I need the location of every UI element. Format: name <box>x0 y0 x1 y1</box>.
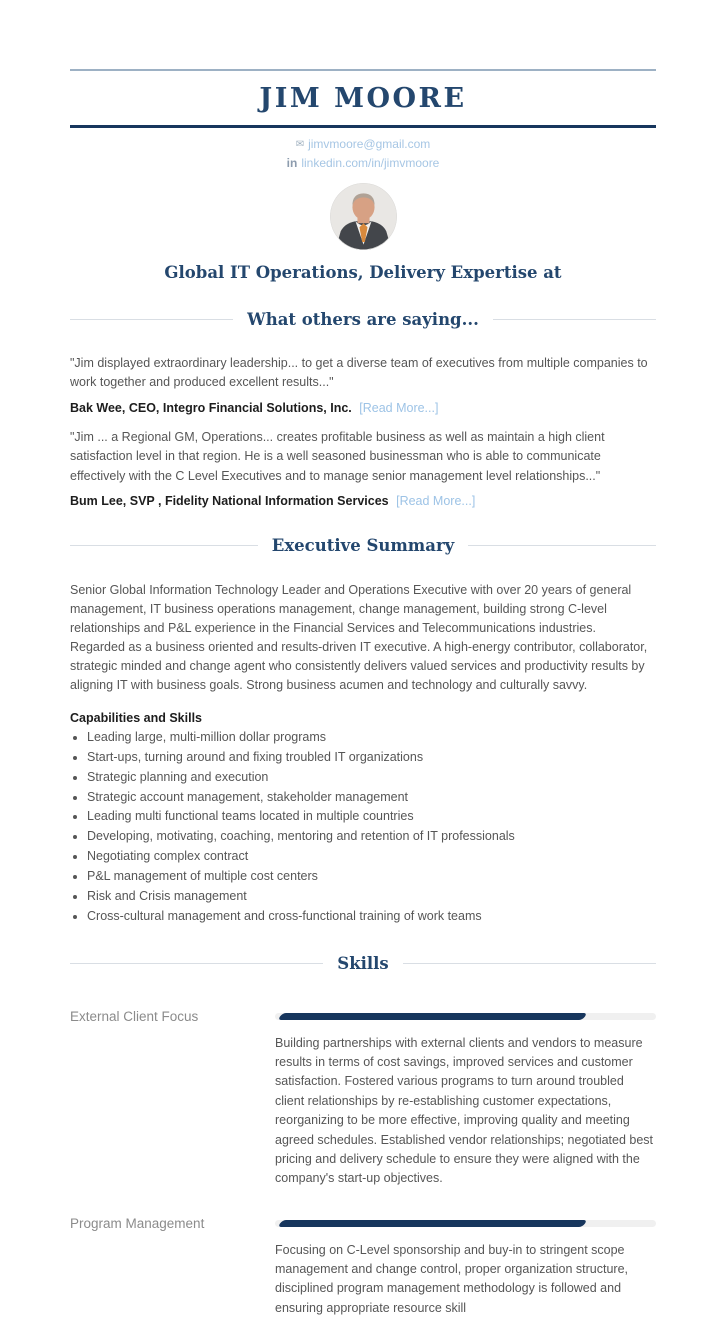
testimonials-section <box>70 354 656 508</box>
testimonial-attribution <box>70 401 656 415</box>
capability-item: • Leading multi functional teams located in multiple countries <box>87 808 656 826</box>
testimonial-attribution <box>70 494 656 508</box>
section-heading-executive-summary <box>70 536 656 555</box>
heading-rule-left <box>70 545 258 546</box>
attribution-text: Bak Wee, CEO, Integro Financial Solutions, Inc. <box>70 400 352 415</box>
capabilities-title: Capabilities and Skills <box>70 710 202 725</box>
capability-item: • Negotiating complex contract <box>87 848 656 866</box>
capability-item: • Leading large, multi-million dollar programs <box>87 729 656 747</box>
contact-block <box>70 135 656 173</box>
skill-content <box>275 1009 656 1189</box>
linkedin-link[interactable]: linkedin.com/in/jimvmoore <box>301 156 440 170</box>
skill-content <box>275 1216 656 1318</box>
contact-linkedin-row <box>70 154 656 173</box>
capability-item: • Start-ups, turning around and fixing troubled IT organizations <box>87 749 656 767</box>
heading-rule-left <box>70 963 323 964</box>
skill-level-fill <box>278 1220 588 1227</box>
section-heading-testimonials <box>70 310 656 329</box>
section-heading-skills <box>70 954 656 973</box>
heading-rule-right <box>403 963 656 964</box>
email-link[interactable]: jimvmoore@gmail.com <box>308 137 431 151</box>
avatar <box>330 183 397 250</box>
executive-summary-section <box>70 581 656 926</box>
contact-email-row <box>70 135 656 154</box>
executive-summary-title: Executive Summary <box>271 535 455 555</box>
heading-rule-right <box>468 545 656 546</box>
skill-description: Building partnerships with external clients and vendors to measure results in terms of cost savings, improved services and customer satisfaction. Fostered various programs to turn around troubled client relationships by re-establishing customer expectations, reorganizing to be more effective, improving quality and meeting agreed schedules. Established vendor relationships; negotiated best pricing and delivery schedule to ensure they were aligned with the company's start-up objectives. <box>275 1035 654 1186</box>
read-more-link[interactable]: [Read More...] <box>359 400 439 415</box>
capability-item: • Risk and Crisis management <box>87 888 656 906</box>
skill-level-bar <box>275 1013 656 1020</box>
page-title: JIM MOORE <box>259 83 467 114</box>
skill-row <box>70 1009 656 1189</box>
skill-name: External Client Focus <box>70 1008 199 1024</box>
email-icon: ✉ <box>295 139 305 150</box>
skills-section <box>70 954 656 1318</box>
heading-rule-right <box>493 319 656 320</box>
linkedin-icon: in <box>286 156 298 170</box>
header-top-rule <box>70 69 656 71</box>
capability-item: • P&L management of multiple cost centers <box>87 868 656 886</box>
resume-page <box>0 69 726 1318</box>
skills-title: Skills <box>337 953 389 973</box>
capability-item: • Strategic planning and execution <box>87 769 656 787</box>
attribution-text: Bum Lee, SVP , Fidelity National Information Services <box>70 493 389 508</box>
capability-item: • Cross-cultural management and cross-functional training of work teams <box>87 908 656 926</box>
testimonial-quote: "Jim ... a Regional GM, Operations... creates profitable business as well as maintain a high client satisfaction level in that region. He is a well seasoned businessman who is able to communicate effectively with the C Level Executives and to manage senior management level relationships..." <box>70 429 605 483</box>
summary-paragraph: Regarded as a business oriented and results-driven IT executive. A high-energy contributor, collaborator, strategic minded and change agent who consistently delivers valued services and productivity results by aligning IT with business goals. Strong business acumen and technology and culturally savvy. <box>70 639 648 692</box>
heading-rule-left <box>70 319 233 320</box>
read-more-link[interactable]: [Read More...] <box>396 493 476 508</box>
capability-item: • Strategic account management, stakeholder management <box>87 789 656 807</box>
testimonials-title: What others are saying... <box>247 310 479 329</box>
header-bottom-rule <box>70 125 656 128</box>
headline: Global IT Operations, Delivery Expertise at <box>164 263 562 282</box>
capabilities-list <box>87 729 656 926</box>
skill-name: Program Management <box>70 1215 205 1231</box>
capability-item: • Developing, motivating, coaching, mentoring and retention of IT professionals <box>87 828 656 846</box>
summary-paragraph: Senior Global Information Technology Leader and Operations Executive with over 20 years of general management, IT business operations management, change management, building strong C-level relationships and P&L experience in the Financial Services and Telecommunications industries. <box>70 582 632 635</box>
skill-row <box>70 1216 656 1318</box>
skill-description: Focusing on C-Level sponsorship and buy-in to stringent scope management and change control, proper organization structure, disciplined program management methodology is followed and ensuring appropriate resource skill <box>275 1242 628 1315</box>
testimonial-quote: "Jim displayed extraordinary leadership... to get a diverse team of executives from multiple companies to work together and produced excellent results..." <box>70 356 648 390</box>
skill-level-fill <box>278 1013 588 1020</box>
skill-level-bar <box>275 1220 656 1227</box>
